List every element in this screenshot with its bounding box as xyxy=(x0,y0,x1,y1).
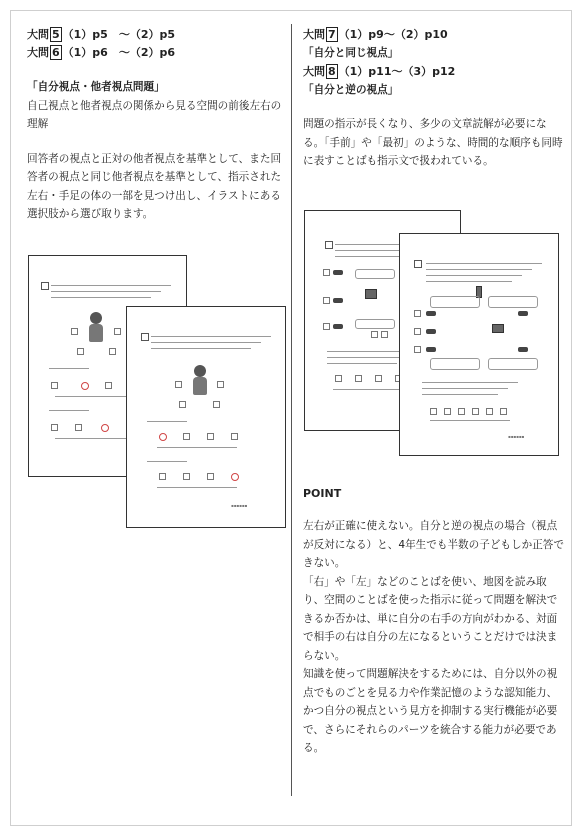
intro-text: 自己視点と他者視点の関係から見る空間の前後左右の理解 xyxy=(27,99,282,130)
heading-prefix: 大問 xyxy=(303,64,325,78)
subtitle-same-view: 「自分と同じ視点」 xyxy=(303,47,399,59)
point-title: POINT xyxy=(303,487,342,500)
page-range: （1）p9～（2）p10 xyxy=(338,28,448,41)
heading-q8 xyxy=(303,63,565,81)
point-section xyxy=(303,485,565,758)
question-number-box: 7 xyxy=(328,28,336,41)
subtitle-opposite-view: 「自分と逆の視点」 xyxy=(303,83,399,96)
section-subtitle: 「自分視点・他者視点問題」 xyxy=(27,81,165,93)
right-column xyxy=(303,26,565,171)
worksheet-thumbnail-p11: ▪▪▪▪▪▪ xyxy=(399,233,559,456)
question-number-box: 8 xyxy=(328,64,336,78)
body-text: 回答者の視点と正対の他者視点を基準として、また回答者の視点と同じ他者視点を基準として、指示された左右・手足の体の一部を見つけ出し、イラストにある選択肢から選び取ります。 xyxy=(27,152,282,220)
heading-q5 xyxy=(27,26,283,44)
page-range: （1）p6 ～（2）p6 xyxy=(62,46,176,59)
point-paragraph-2: 「右」や「左」などのことばを使い、地図を読み取り、空間のことばを使った指示に従って問題を解決できるか否かは、単に自分の右手の方向がわかる、対面で相手の右は自分の左になるということだけでは決まらない。 xyxy=(303,575,558,662)
heading-prefix: 大問 xyxy=(27,28,49,41)
heading-prefix: 大問 xyxy=(27,46,49,59)
page-range: （1）p5 ～（2）p5 xyxy=(62,28,176,41)
question-number-box: 6 xyxy=(52,46,60,59)
heading-q6 xyxy=(27,44,283,62)
body-text: 問題の指示が長くなり、多少の文章読解が必要になる。「手前」や「最初」のような、時間的な順序も同時に表すことばも指示文で扱われている。 xyxy=(303,118,563,167)
question-number-box: 5 xyxy=(52,28,60,41)
page-range: （1）p11～（3）p12 xyxy=(338,64,456,78)
point-paragraph-1: 左右が正確に使えない。自分と逆の視点の場合（視点が反対になる）と、4年生でも半数の子どもしか正答できない。 xyxy=(303,520,564,569)
worksheet-thumbnail-p6: ▪▪▪▪▪▪ xyxy=(126,306,286,528)
column-divider xyxy=(291,24,292,796)
heading-q7 xyxy=(303,26,565,44)
point-paragraph-3: 知識を使って問題解決をするためには、自分以外の視点でものごとを見る力や作業記憶のような認知能力、かつ自分の視点という見方を抑制する実行機能が必要で、さらにそれらのパーツを統合する能力が必要である。 xyxy=(303,668,558,754)
left-column xyxy=(27,26,283,224)
heading-prefix: 大問 xyxy=(303,28,325,41)
